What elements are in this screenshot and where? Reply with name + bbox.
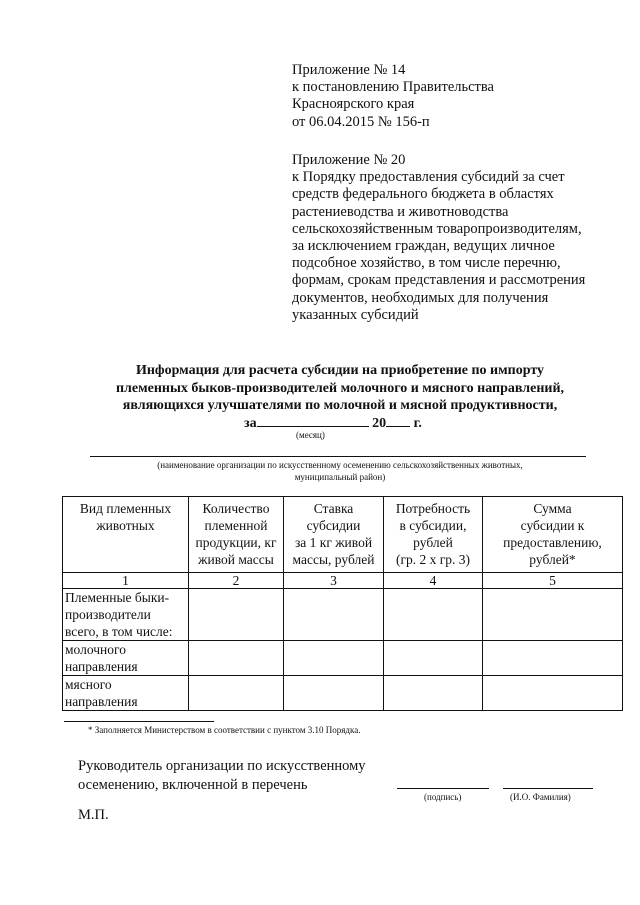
table-row (63, 641, 623, 676)
appendix-20-line: Приложение № 20 (292, 152, 406, 168)
column-number: 5 (483, 573, 623, 589)
table-cell-input[interactable] (384, 676, 483, 711)
table-cell-input[interactable] (384, 641, 483, 676)
organization-caption (100, 459, 580, 483)
column-number: 1 (63, 573, 189, 589)
table-cell-input[interactable] (189, 676, 284, 711)
form-title (60, 362, 620, 415)
form-title-line: Информация для расчета субсидии на приобретение по импорту (135, 363, 545, 378)
signature-title-line: осеменению, включенной в перечень (78, 777, 308, 793)
table-cell-input[interactable] (189, 589, 284, 641)
appendix-14-line: Приложение № 14 (292, 62, 406, 78)
organization-name-line[interactable] (90, 456, 586, 457)
header-quantity: Количество племенной продукции, кг живой массы (189, 497, 284, 573)
year-blank[interactable] (386, 412, 410, 427)
table-cell-input[interactable] (284, 641, 384, 676)
table-cell-input[interactable] (483, 676, 623, 711)
appendix-14-line: к постановлению Правительства (292, 79, 494, 96)
signature-block (78, 757, 366, 795)
appendix-20-line: документов, необходимых для получения (292, 289, 549, 306)
appendix-20-line: подсобное хозяйство, в том числе перечню, (292, 255, 561, 272)
organization-caption-line: муниципальный район) (294, 472, 386, 482)
period-suffix: г. (413, 416, 422, 431)
column-number: 3 (284, 573, 384, 589)
column-number: 4 (384, 573, 483, 589)
appendix-20-line: формам, срокам представления и рассмотрения (292, 272, 586, 289)
full-name-caption: (И.О. Фамилия) (510, 792, 571, 802)
table-cell-input[interactable] (483, 589, 623, 641)
subsidy-table (62, 496, 623, 711)
table-cell-input[interactable] (189, 641, 284, 676)
period-prefix: за (244, 416, 257, 431)
footnote: * Заполняется Министерством в соответствии с пунктом 3.10 Порядка. (88, 725, 361, 735)
appendix-20-line: указанных субсидий (292, 306, 419, 323)
appendix-20-line: к Порядку предоставления субсидий за счет (292, 169, 565, 186)
table-row (63, 676, 623, 711)
appendix-14-line: Красноярского края (292, 96, 415, 113)
table-header-row (63, 497, 623, 573)
appendix-20-line: за исключением граждан, ведущих личное (292, 238, 555, 255)
header-animal-type: Вид племенных животных (63, 497, 189, 573)
header-rate: Ставка субсидии за 1 кг живой массы, рублей (284, 497, 384, 573)
table-row (63, 589, 623, 641)
header-amount: Сумма субсидии к предоставлению, рублей* (483, 497, 623, 573)
month-blank[interactable] (257, 412, 369, 427)
organization-caption-line: (наименование организации по искусственному осеменению сельскохозяйственных животных, (157, 460, 523, 470)
form-title-line: являющихся улучшателями по молочной и мясной продуктивности, (122, 398, 558, 413)
reporting-period-line (244, 412, 422, 432)
full-name-field[interactable] (503, 788, 593, 789)
row-label-total: Племенные быки- производители всего, в том числе: (63, 589, 189, 641)
table-cell-input[interactable] (483, 641, 623, 676)
appendix-14-block (292, 62, 494, 131)
header-need: Потребность в субсидии, рублей (гр. 2 х гр. 3) (384, 497, 483, 573)
period-year: 20 (372, 416, 387, 431)
table-cell-input[interactable] (284, 589, 384, 641)
table-cell-input[interactable] (284, 676, 384, 711)
column-number-row (63, 573, 623, 589)
form-title-line: племенных быков-производителей молочного и мясного направлений, (115, 380, 565, 396)
row-label-beef: мясного направления (63, 676, 189, 711)
signature-field[interactable] (397, 788, 489, 789)
appendix-20-line: растениеводства и животноводства (292, 203, 509, 220)
table-cell-input[interactable] (384, 589, 483, 641)
column-number: 2 (189, 573, 284, 589)
signature-caption: (подпись) (424, 792, 462, 802)
month-caption: (месяц) (296, 430, 325, 440)
appendix-20-line: средств федерального бюджета в областях (292, 186, 554, 203)
appendix-20-block (292, 152, 585, 324)
row-label-dairy: молочного направления (63, 641, 189, 676)
footnote-divider (64, 721, 214, 722)
signature-title-line: Руководитель организации по искусственному (78, 758, 366, 774)
appendix-20-line: сельскохозяйственным товаропроизводителям, (292, 220, 582, 237)
appendix-14-line: от 06.04.2015 № 156-п (292, 113, 430, 130)
seal-placeholder: М.П. (78, 807, 109, 823)
